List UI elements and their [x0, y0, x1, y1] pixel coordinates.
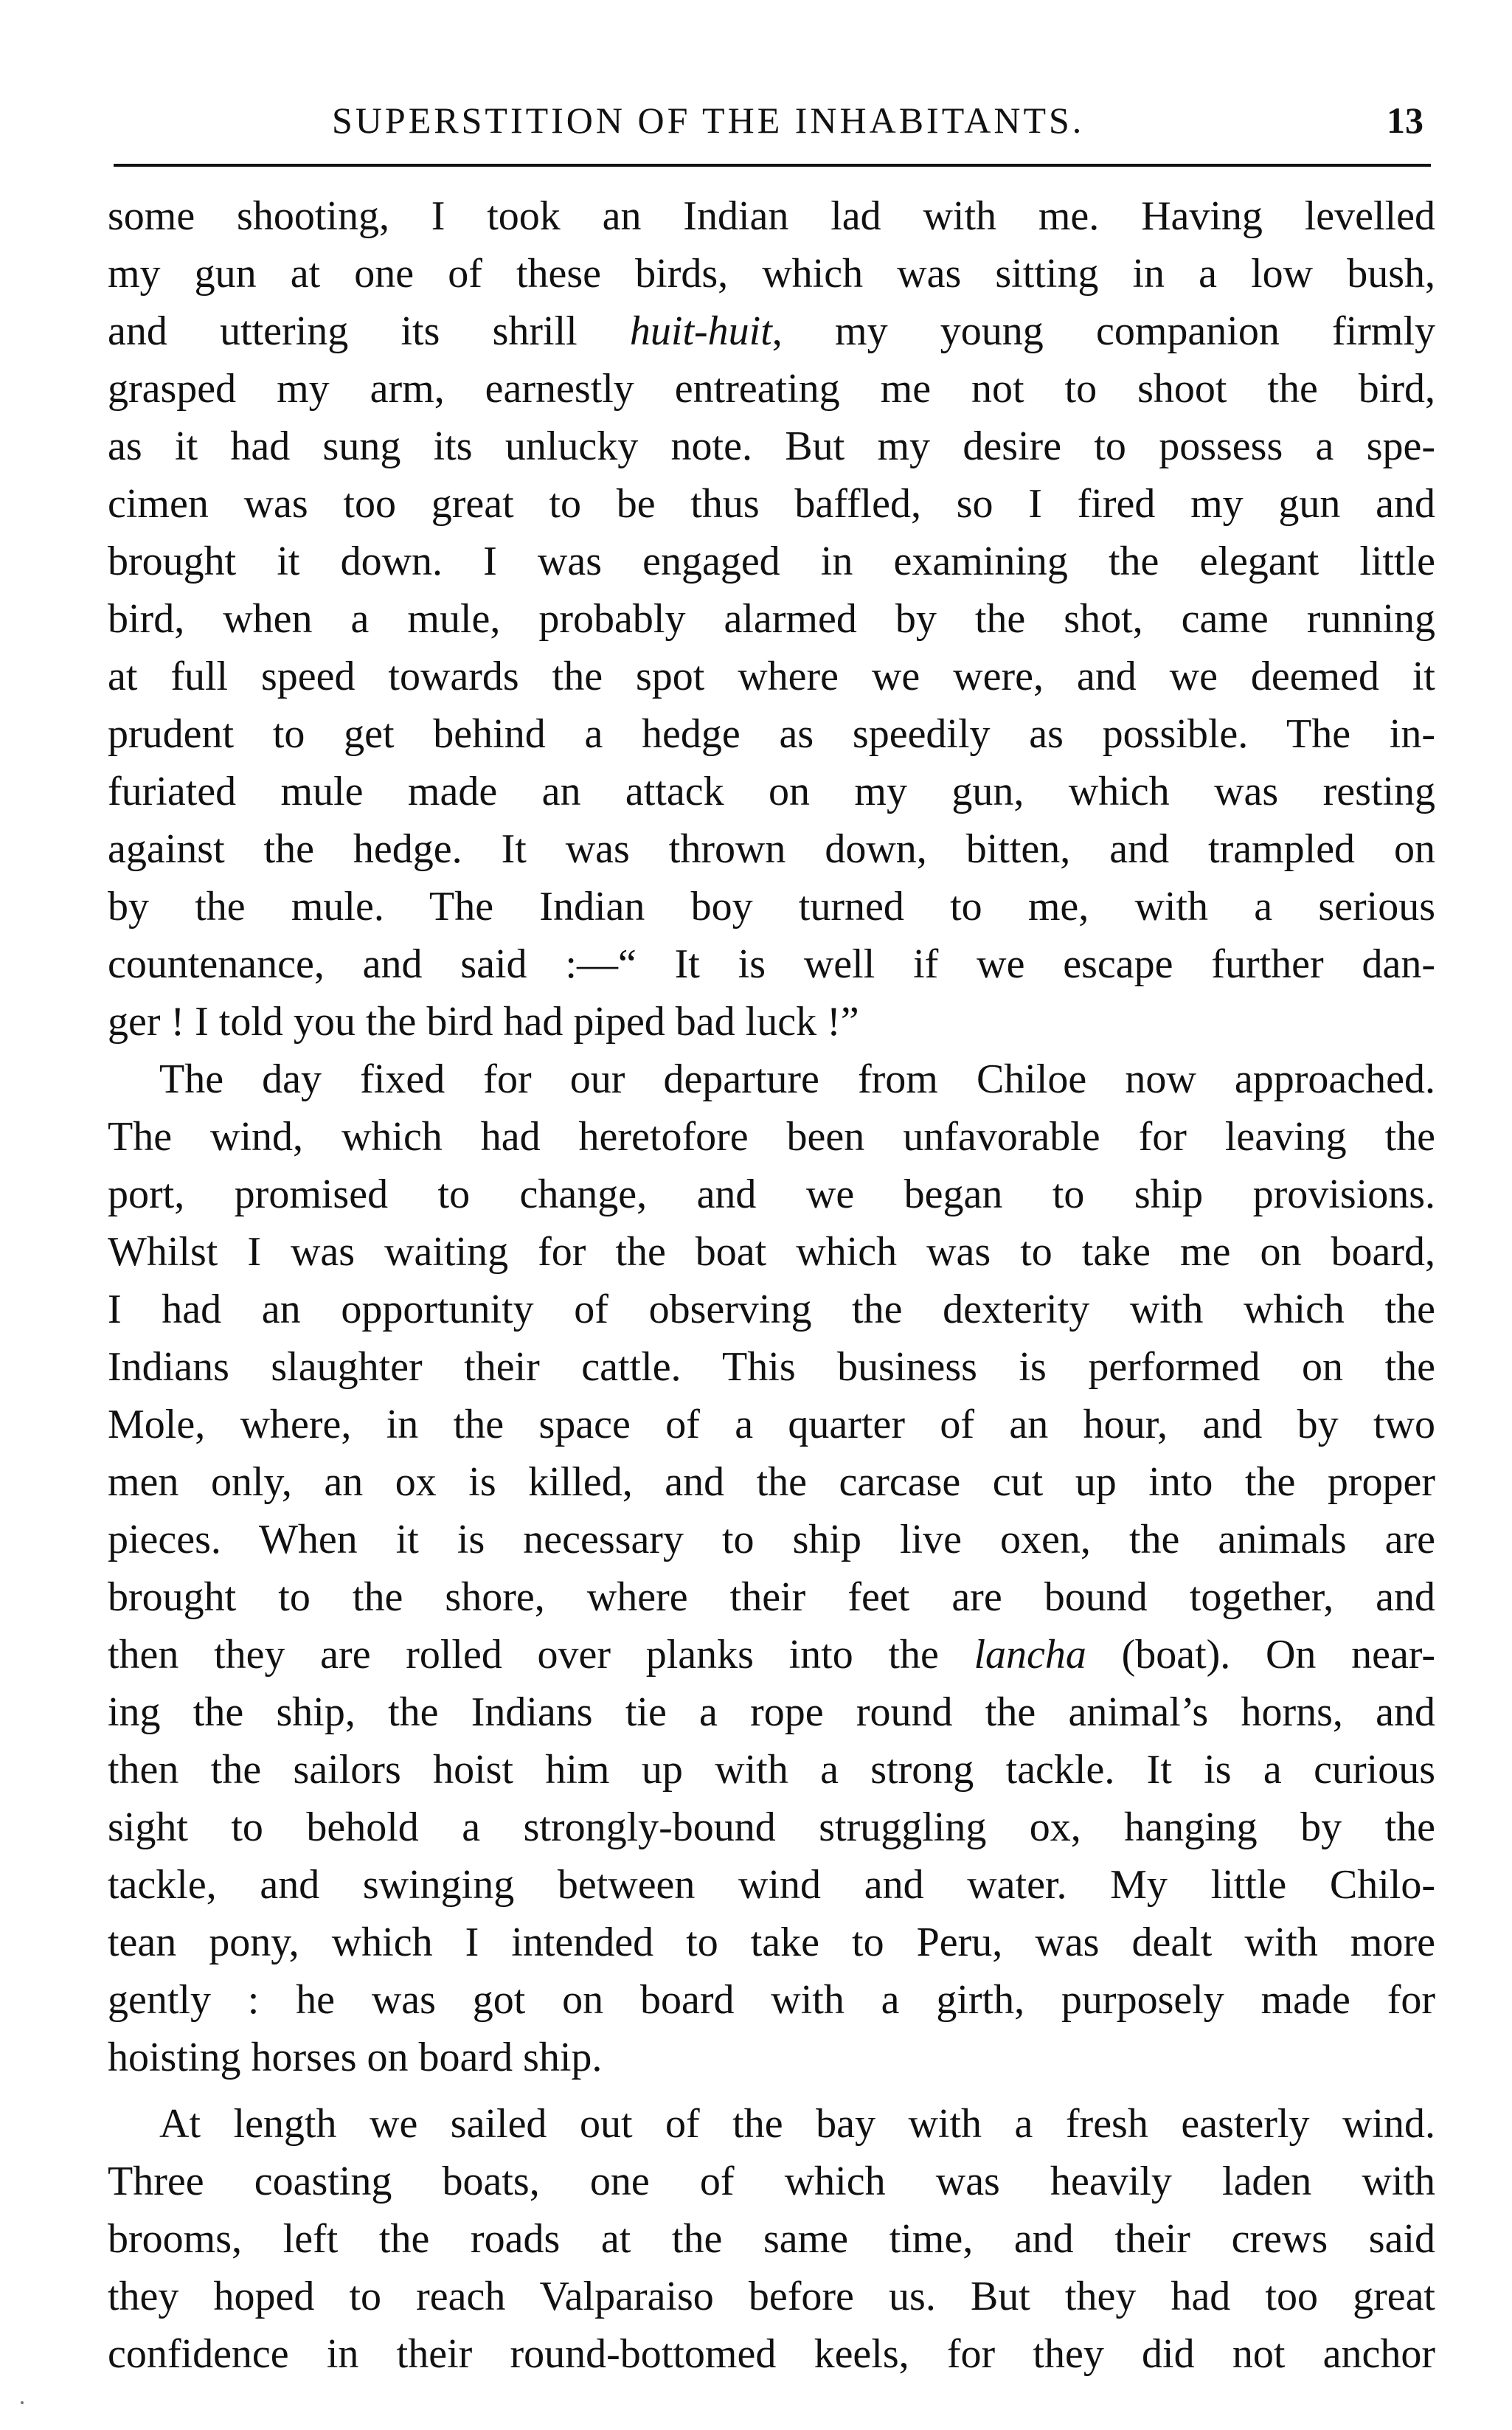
- text-line: brooms, left the roads at the same time, and their crews said: [108, 2216, 1435, 2262]
- text-line: hoisting horses on board ship.: [108, 2035, 603, 2080]
- text-line: Whilst I was waiting for the boat which was to take me on board,: [108, 1229, 1435, 1275]
- running-head: [111, 94, 1431, 146]
- text-line: bird, when a mule, probably alarmed by the shot, came running: [108, 596, 1435, 642]
- text-line: men only, an ox is killed, and the carcase cut up into the proper: [108, 1459, 1435, 1505]
- text-line: some shooting, I took an Indian lad with me. Having levelled: [108, 193, 1435, 239]
- text-line: Three coasting boats, one of which was heavily laden with: [108, 2159, 1435, 2204]
- paragraph-1: [108, 187, 1435, 1050]
- text-line: grasped my arm, earnestly entreating me not to shoot the bird,: [108, 366, 1435, 412]
- text-line: at full speed towards the spot where we were, and we deemed it: [108, 654, 1435, 699]
- paragraph-3: [108, 2095, 1435, 2383]
- text-line: furiated mule made an attack on my gun, which was resting: [108, 769, 1435, 814]
- text-line: then they are rolled over planks into the lancha (boat). On near-: [108, 1632, 1435, 1678]
- text-line: against the hedge. It was thrown down, bitten, and trampled on: [108, 826, 1435, 872]
- text-line: cimen was too great to be thus baffled, so I fired my gun and: [108, 481, 1435, 527]
- text-line: ing the ship, the Indians tie a rope round the animal’s horns, and: [108, 1689, 1435, 1735]
- text-line: prudent to get behind a hedge as speedily as possible. The in-: [108, 711, 1435, 757]
- header-rule: [114, 164, 1431, 167]
- text-line: tackle, and swinging between wind and water. My little Chilo-: [108, 1862, 1435, 1908]
- text-line: then the sailors hoist him up with a strong tackle. It is a curious: [108, 1747, 1435, 1793]
- text-line: sight to behold a strongly-bound struggling ox, hanging by the: [108, 1804, 1435, 1850]
- body-text: [108, 187, 1435, 2383]
- text-line: brought it down. I was engaged in examining the elegant little: [108, 539, 1435, 584]
- text-line: confidence in their round-bottomed keels, for they did not anchor: [108, 2331, 1435, 2377]
- text-line: port, promised to change, and we began to ship provisions.: [108, 1171, 1435, 1217]
- margin-speck: [21, 2401, 24, 2404]
- paragraph-spacer: [108, 2086, 1435, 2095]
- text-line: The wind, which had heretofore been unfavorable for leaving the: [108, 1114, 1435, 1160]
- text-line: tean pony, which I intended to take to Peru, was dealt with more: [108, 1920, 1435, 1965]
- text-line: pieces. When it is necessary to ship live oxen, the animals are: [108, 1517, 1435, 1562]
- text-line: my gun at one of these birds, which was sitting in a low bush,: [108, 251, 1435, 297]
- text-line: they hoped to reach Valparaiso before us. But they had too great: [108, 2274, 1435, 2319]
- paragraph-2: [108, 1050, 1435, 2086]
- text-line: The day fixed for our departure from Chiloe now approached.: [159, 1056, 1435, 1102]
- page-number: 13: [1387, 100, 1423, 141]
- text-line: countenance, and said :—“ It is well if we escape further dan-: [108, 941, 1435, 987]
- text-line: by the mule. The Indian boy turned to me, with a serious: [108, 884, 1435, 930]
- text-line: Indians slaughter their cattle. This business is performed on the: [108, 1344, 1435, 1390]
- text-line: At length we sailed out of the bay with a fresh easterly wind.: [159, 2101, 1435, 2147]
- running-head-title: SUPERSTITION OF THE INHABITANTS.: [332, 100, 1085, 141]
- text-line: Mole, where, in the space of a quarter of an hour, and by two: [108, 1402, 1435, 1447]
- text-line: I had an opportunity of observing the dexterity with which the: [108, 1287, 1435, 1332]
- text-line: ger ! I told you the bird had piped bad luck !”: [108, 999, 859, 1045]
- text-line: gently : he was got on board with a girth, purposely made for: [108, 1977, 1435, 2023]
- text-line: as it had sung its unlucky note. But my desire to possess a spe-: [108, 423, 1435, 469]
- text-line: brought to the shore, where their feet are bound together, and: [108, 1574, 1435, 1620]
- text-line: and uttering its shrill huit-huit, my young companion firmly: [108, 308, 1435, 354]
